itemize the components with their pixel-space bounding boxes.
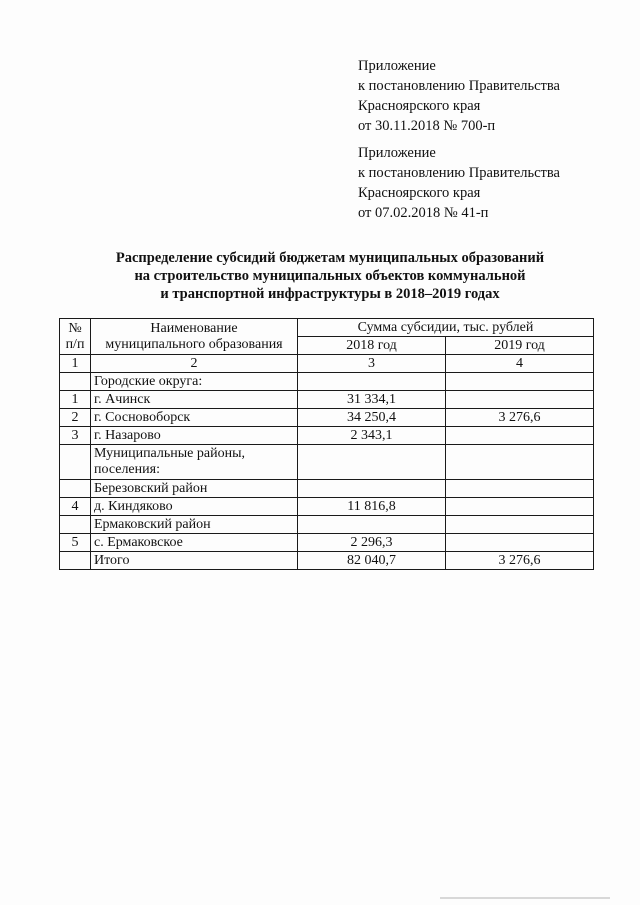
- col-number-4: 4: [446, 355, 594, 373]
- row-name: г. Назарово: [91, 427, 298, 445]
- col-number-2: 2: [91, 355, 298, 373]
- row-value-2019: [446, 534, 594, 552]
- row-name: Городские округа:: [91, 373, 298, 391]
- table-row: [60, 534, 594, 552]
- row-value-2019: [446, 427, 594, 445]
- row-name: д. Киндяково: [91, 498, 298, 516]
- header-name-line-1: Наименование: [150, 320, 238, 336]
- row-name: г. Ачинск: [91, 391, 298, 409]
- row-num: [60, 480, 91, 498]
- table-header-row-1: [60, 319, 594, 337]
- row-value-2018: [298, 516, 446, 534]
- table-row: [60, 391, 594, 409]
- title-line-1: Распределение субсидий бюджетам муниципальных образований: [115, 250, 545, 266]
- row-name: Березовский район: [91, 480, 298, 498]
- row-value-2019: [446, 480, 594, 498]
- header-2018: 2018 год: [298, 337, 446, 355]
- title-line-2: на строительство муниципальных объектов коммунальной: [134, 268, 526, 284]
- row-num: [60, 445, 91, 480]
- row-value-2018: [298, 445, 446, 480]
- row-num: 5: [60, 534, 91, 552]
- header-num-line-1: №: [68, 320, 82, 336]
- title-line-3: и транспортной инфраструктуры в 2018–2019 годах: [160, 286, 500, 302]
- table-row: [60, 409, 594, 427]
- header-2019: 2019 год: [446, 337, 594, 355]
- row-value-2019: 3 276,6: [446, 552, 594, 570]
- row-value-2018: 31 334,1: [298, 391, 446, 409]
- row-name: Ермаковский район: [91, 516, 298, 534]
- header-name-line-2: муниципального образования: [105, 336, 283, 352]
- subsidy-table: [59, 318, 594, 570]
- appendix-block-1: [358, 56, 560, 136]
- row-value-2018: 2 296,3: [298, 534, 446, 552]
- row-num: [60, 516, 91, 534]
- row-value-2019: [446, 498, 594, 516]
- appendix-2-line-1: Приложение: [358, 145, 436, 161]
- appendix-2-line-4: от 07.02.2018 № 41-п: [358, 205, 489, 221]
- row-name: с. Ермаковское: [91, 534, 298, 552]
- row-num: 2: [60, 409, 91, 427]
- row-value-2018: 2 343,1: [298, 427, 446, 445]
- appendix-2-line-3: Красноярского края: [358, 185, 481, 201]
- row-value-2018: 82 040,7: [298, 552, 446, 570]
- row-num: [60, 552, 91, 570]
- scan-edge-mark: [440, 897, 610, 899]
- appendix-1-line-2: к постановлению Правительства: [358, 78, 560, 94]
- table-row: [60, 498, 594, 516]
- row-value-2019: [446, 391, 594, 409]
- col-number-1: 1: [60, 355, 91, 373]
- row-num: 4: [60, 498, 91, 516]
- row-num: [60, 373, 91, 391]
- header-name: [91, 319, 298, 355]
- appendix-1-line-3: Красноярского края: [358, 98, 481, 114]
- table-row: [60, 373, 594, 391]
- column-number-row: [60, 355, 594, 373]
- appendix-2-line-2: к постановлению Правительства: [358, 165, 560, 181]
- row-value-2019: [446, 373, 594, 391]
- table-row: [60, 516, 594, 534]
- table-row: [60, 427, 594, 445]
- appendix-1-line-4: от 30.11.2018 № 700-п: [358, 118, 496, 134]
- row-value-2018: [298, 373, 446, 391]
- row-value-2019: [446, 445, 594, 480]
- row-value-2018: 11 816,8: [298, 498, 446, 516]
- header-sum: Сумма субсидии, тыс. рублей: [298, 319, 594, 337]
- row-value-2019: [446, 516, 594, 534]
- appendix-block-2: [358, 143, 560, 223]
- table-row: [60, 480, 594, 498]
- row-num: 1: [60, 391, 91, 409]
- row-name: г. Сосновоборск: [91, 409, 298, 427]
- row-value-2018: 34 250,4: [298, 409, 446, 427]
- appendix-1-line-1: Приложение: [358, 58, 436, 74]
- row-num: 3: [60, 427, 91, 445]
- table-row: [60, 445, 594, 480]
- row-value-2019: 3 276,6: [446, 409, 594, 427]
- header-num-line-2: п/п: [65, 336, 85, 352]
- table-total-row: [60, 552, 594, 570]
- col-number-3: 3: [298, 355, 446, 373]
- header-num: [60, 319, 91, 355]
- document-title: [60, 249, 600, 303]
- row-name: Итого: [91, 552, 298, 570]
- row-value-2018: [298, 480, 446, 498]
- row-name: Муниципальные районы, поселения:: [91, 445, 298, 480]
